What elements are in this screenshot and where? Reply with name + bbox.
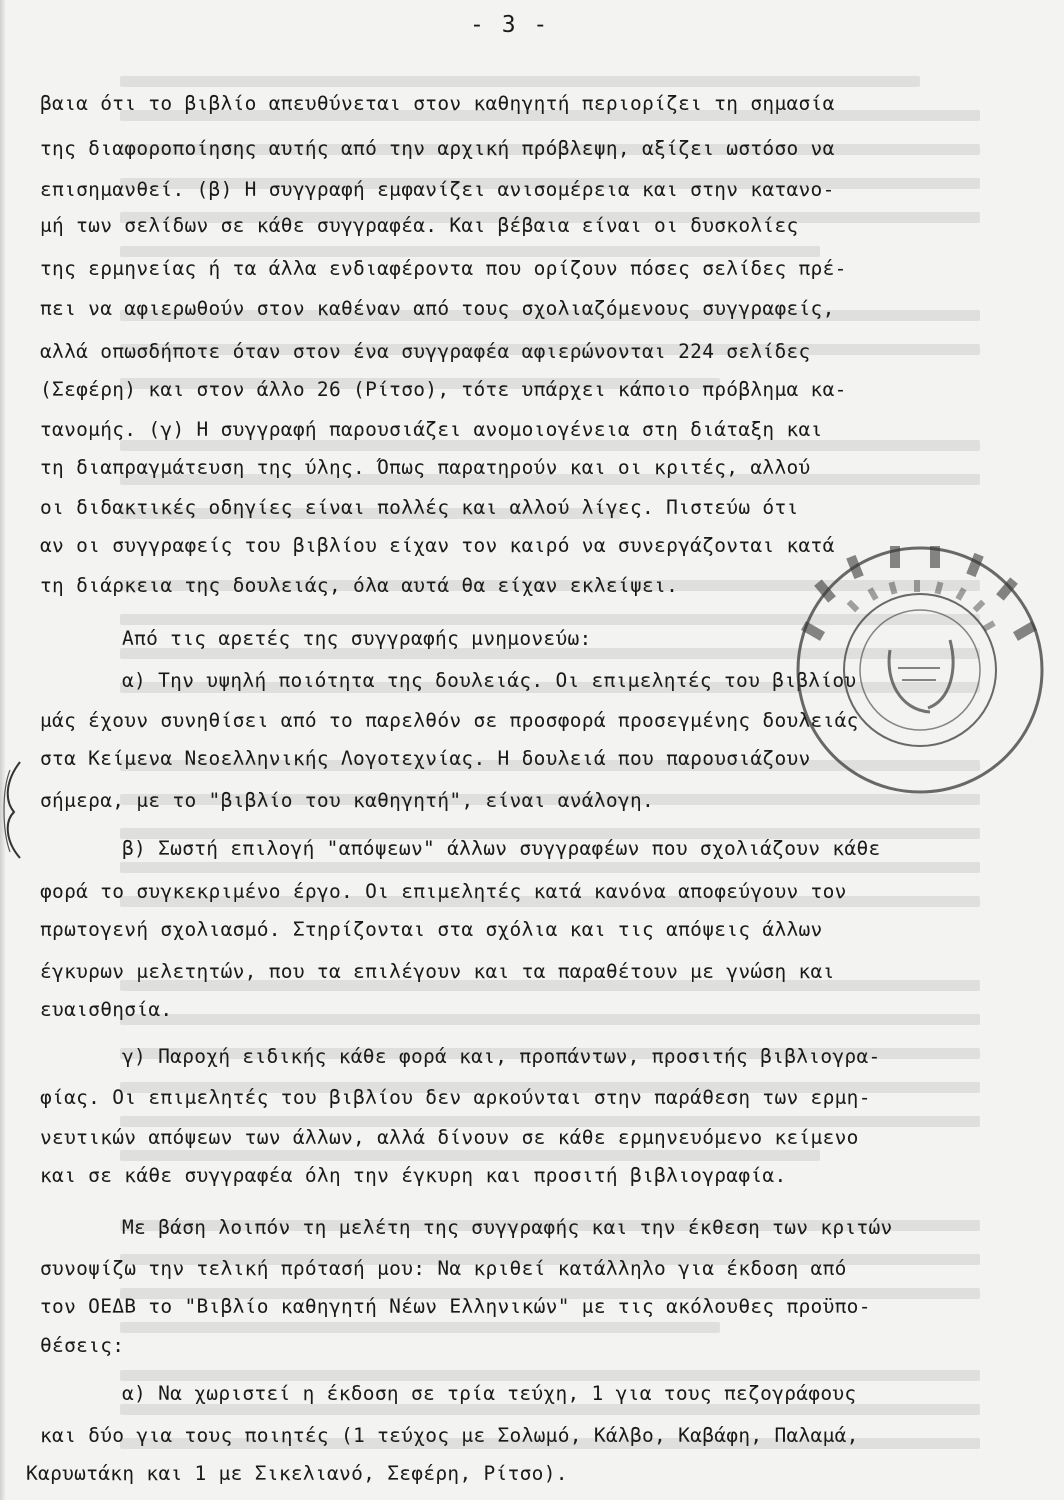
text-line: β) Σωστή επιλογή "απόψεων" άλλων συγγραφέων που σχολιάζουν κάθε bbox=[122, 837, 881, 860]
text-line: Καρυωτάκη και 1 με Σικελιανό, Σεφέρη, Ρίτσο). bbox=[26, 1462, 568, 1485]
text-line: τανομής. (γ) Η συγγραφή παρουσιάζει ανομοιογένεια στη διάταξη και bbox=[40, 418, 823, 441]
text-line: επισημανθεί. (β) Η συγγραφή εμφανίζει ανισομέρεια και στην κατανο- bbox=[40, 178, 835, 201]
text-line: έγκυρων μελετητών, που τα επιλέγουν και τα παραθέτουν με γνώση και bbox=[40, 960, 835, 983]
text-line: μή των σελίδων σε κάθε συγγραφέα. Και βέβαια είναι οι δυσκολίες bbox=[40, 214, 799, 237]
text-line: σήμερα, με το "βιβλίο του καθηγητή", είναι ανάλογη. bbox=[40, 789, 655, 812]
text-line: αλλά οπωσδήποτε όταν στον ένα συγγραφέα αφιερώνονται 224 σελίδες bbox=[40, 340, 811, 363]
text-line: Με βάση λοιπόν τη μελέτη της συγγραφής και την έκθεση των κριτών bbox=[122, 1216, 893, 1239]
text-line: αν οι συγγραφείς του βιβλίου είχαν τον καιρό να συνεργάζονται κατά bbox=[40, 534, 835, 557]
text-line: τη διάρκεια της δουλειάς, όλα αυτά θα είχαν εκλείψει. bbox=[40, 574, 679, 597]
text-line: θέσεις: bbox=[40, 1334, 125, 1357]
text-line: και δύο για τους ποιητές (1 τεύχος με Σολωμό, Κάλβο, Καβάφη, Παλαμά, bbox=[40, 1424, 859, 1447]
text-line: πρωτογενή σχολιασμό. Στηρίζονται στα σχόλια και τις απόψεις άλλων bbox=[40, 918, 823, 941]
text-line: ευαισθησία. bbox=[40, 998, 173, 1021]
official-stamp bbox=[790, 540, 1050, 800]
page-number: - 3 - bbox=[470, 12, 550, 38]
text-line: βαια ότι το βιβλίο απευθύνεται στον καθηγητή περιορίζει τη σημασία bbox=[40, 92, 835, 115]
text-line: (Σεφέρη) και στον άλλο 26 (Ρίτσο), τότε υπάρχει κάποιο πρόβλημα κα- bbox=[40, 378, 847, 401]
page-edge-shadow bbox=[0, 0, 6, 1500]
text-line: τον ΟΕΔΒ το "Βιβλίο καθηγητή Νέων Ελληνικών" με τις ακόλουθες προϋπο- bbox=[40, 1295, 871, 1318]
text-line: φίας. Οι επιμελητές του βιβλίου δεν αρκούνται στην παράθεση των ερμη- bbox=[40, 1086, 871, 1109]
text-line: α) Την υψηλή ποιότητα της δουλειάς. Οι επιμελητές του βιβλίου bbox=[122, 669, 857, 692]
text-line: συνοψίζω την τελική πρότασή μου: Να κριθεί κατάλληλο για έκδοση από bbox=[40, 1257, 847, 1280]
text-line: α) Να χωριστεί η έκδοση σε τρία τεύχη, 1 για τους πεζογράφους bbox=[122, 1382, 857, 1405]
text-line: νευτικών απόψεων των άλλων, αλλά δίνουν σε κάθε ερμηνευόμενο κείμενο bbox=[40, 1126, 859, 1149]
text-line: οι διδακτικές οδηγίες είναι πολλές και αλλού λίγες. Πιστεύω ότι bbox=[40, 496, 799, 519]
text-line: τη διαπραγμάτευση της ύλης. Όπως παρατηρούν και οι κριτές, αλλού bbox=[40, 456, 811, 479]
text-line: φορά το συγκεκριμένο έργο. Οι επιμελητές κατά κανόνα αποφεύγουν τον bbox=[40, 880, 847, 903]
text-line: γ) Παροχή ειδικής κάθε φορά και, προπάντων, προσιτής βιβλιογρα- bbox=[122, 1045, 881, 1068]
margin-bracket-mark bbox=[0, 760, 30, 860]
text-line: Από τις αρετές της συγγραφής μνημονεύω: bbox=[122, 627, 592, 650]
text-line: πει να αφιερωθούν στον καθέναν από τους σχολιαζόμενους συγγραφείς, bbox=[40, 297, 835, 320]
text-line: στα Κείμενα Νεοελληνικής Λογοτεχνίας. Η δουλειά που παρουσιάζουν bbox=[40, 747, 811, 770]
text-line: και σε κάθε συγγραφέα όλη την έγκυρη και προσιτή βιβλιογραφία. bbox=[40, 1164, 787, 1187]
text-line: μάς έχουν συνηθίσει από το παρελθόν σε προσφορά προσεγμένης δουλειάς bbox=[40, 709, 859, 732]
text-line: της ερμηνείας ή τα άλλα ενδιαφέροντα που ορίζουν πόσες σελίδες πρέ- bbox=[40, 257, 847, 280]
text-line: της διαφοροποίησης αυτής από την αρχική πρόβλεψη, αξίζει ωστόσο να bbox=[40, 137, 835, 160]
